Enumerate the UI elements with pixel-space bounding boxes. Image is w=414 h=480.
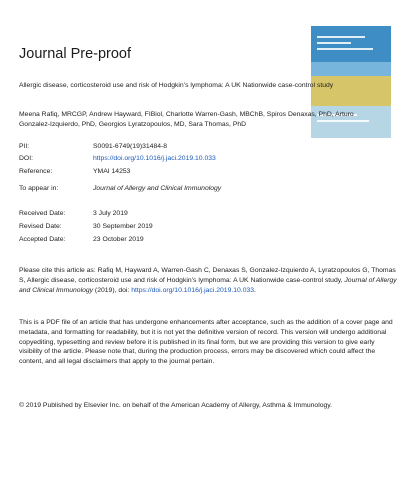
article-authors: Meena Rafiq, MRCGP, Andrew Hayward, FIBiol, Charlotte Warren-Gash, MBChB, Spiros Denaxas, PhD, Arturo Gonzalez-Izquierdo, PhD, Georgios Lyratzopoulos, MD, Sara Thomas, PhD xyxy=(19,111,354,128)
citation-middle: (2019), doi: xyxy=(93,286,132,294)
to-appear-journal: Journal of Allergy and Clinical Immunology xyxy=(93,185,222,192)
pii-value: S0091-6749(19)31484-8 xyxy=(93,143,168,150)
accepted-value: 23 October 2019 xyxy=(93,236,144,243)
copyright-notice: © 2019 Published by Elsevier Inc. on behalf of the American Academy of Allergy, Asthma & Immunology. xyxy=(19,402,333,409)
revised-label: Revised Date: xyxy=(19,223,62,230)
doi-link[interactable]: https://doi.org/10.1016/j.jaci.2019.10.033 xyxy=(93,155,216,162)
disclaimer-paragraph: This is a PDF file of an article that has undergone enhancements after acceptance, such as the addition of a cover page and metadata, and formatting for readability, but it is not yet the definitive version of record. This version will undergo additional copyediting, typesetting and review before it is published in its final form, but we are providing this version to give early visibility of the article. Please note that, during the production process, errors may be discovered which could affect the content, and all legal disclaimers that apply to the journal pertain. xyxy=(19,319,393,366)
article-title: Allergic disease, corticosteroid use and risk of Hodgkin’s lymphoma: A UK Nationwide case-control study xyxy=(19,82,334,89)
journal-pre-proof-heading: Journal Pre-proof xyxy=(19,46,132,62)
accepted-label: Accepted Date: xyxy=(19,236,66,243)
reference-value: YMAI 14253 xyxy=(93,168,131,175)
citation-suffix: . xyxy=(254,286,256,294)
citation-doi-link[interactable]: https://doi.org/10.1016/j.jaci.2019.10.033 xyxy=(131,286,255,294)
received-label: Received Date: xyxy=(19,210,66,217)
revised-value: 30 September 2019 xyxy=(93,223,153,230)
citation-journal: Journal of Allergy and Clinical Immunology xyxy=(19,276,397,294)
received-value: 3 July 2019 xyxy=(93,210,128,217)
doi-label: DOI: xyxy=(19,155,33,162)
pii-label: PII: xyxy=(19,143,30,150)
citation-prefix: Please cite this article as: Rafiq M, Hayward A, Warren-Gash C, Denaxas S, Gonzalez-Izquierdo A, Lyratzopoulos G, Thomas S, Allergic disease, corticosteroid use and risk of Hodgkin’s lymphoma: A UK Nationwide case-control study, xyxy=(19,267,396,284)
citation-paragraph xyxy=(19,266,399,295)
to-appear-label: To appear in: xyxy=(19,185,59,192)
reference-label: Reference: xyxy=(19,168,53,175)
